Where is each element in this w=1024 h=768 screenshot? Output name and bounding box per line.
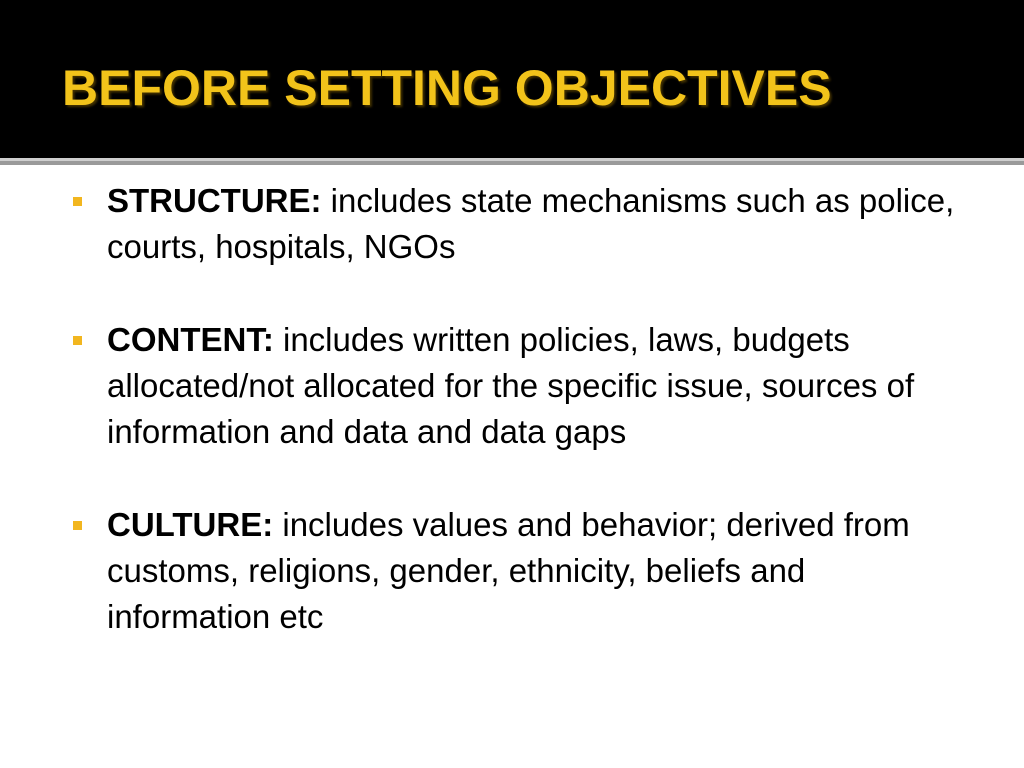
bullet-text: includes values and behavior; derived from customs, religions, gender, ethnicity, beliefs and information etc [107, 506, 910, 635]
square-bullet-icon [73, 521, 82, 530]
bullet-text: includes written policies, laws, budgets allocated/not allocated for the specific issue, sources of information and data and data gaps [107, 321, 915, 450]
title-bar [0, 0, 1024, 158]
bullet-text: includes state mechanisms such as police, courts, hospitals, NGOs [107, 182, 955, 265]
bullet-term: STRUCTURE: [107, 182, 322, 219]
bullet-item-structure [0, 178, 1024, 270]
slide-title: BEFORE SETTING OBJECTIVES [62, 60, 832, 116]
square-bullet-icon [73, 197, 82, 206]
bullet-item-culture [0, 502, 1024, 640]
bullet-term: CONTENT: [107, 321, 274, 358]
bullet-term: CULTURE: [107, 506, 274, 543]
bullet-list [0, 178, 1024, 687]
bullet-item-content [0, 317, 1024, 455]
square-bullet-icon [73, 336, 82, 345]
title-divider-dark [0, 161, 1024, 165]
